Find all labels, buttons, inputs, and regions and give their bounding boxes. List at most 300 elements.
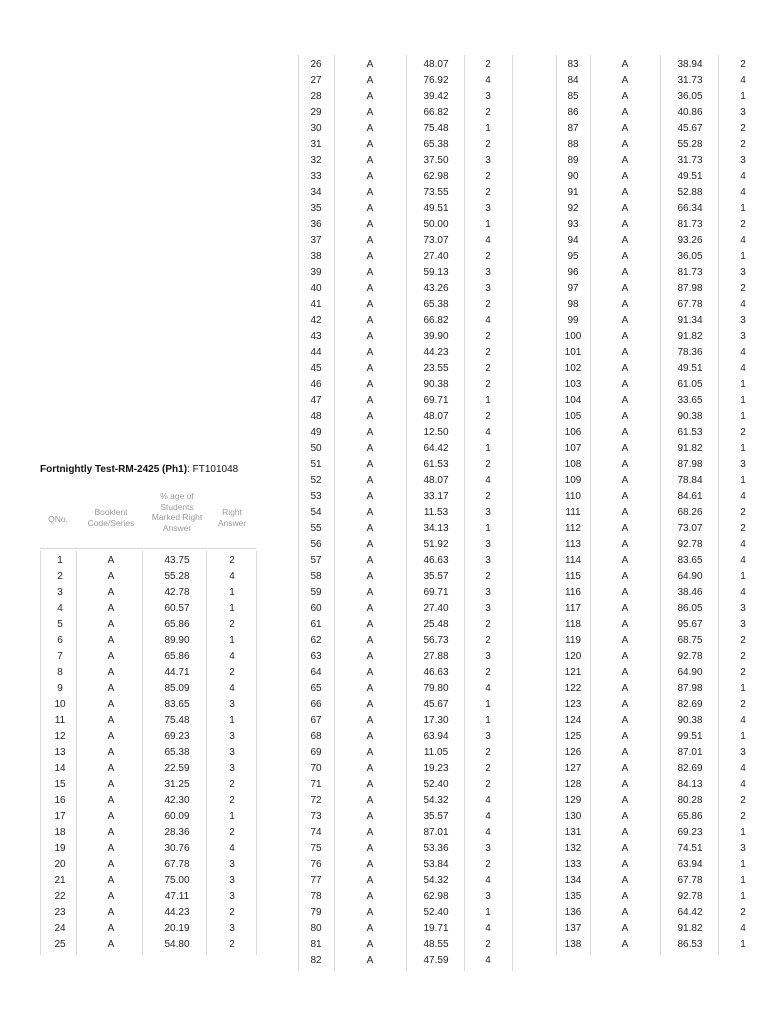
qno-cell: 123: [564, 699, 582, 710]
right-answer-cell: 3: [740, 603, 746, 614]
right-answer-cell: 4: [485, 875, 491, 886]
booklet-cell: A: [366, 411, 374, 422]
qno-cell: 14: [54, 763, 66, 774]
booklet-cell: A: [366, 955, 374, 966]
percent-cell: 43.26: [423, 283, 449, 294]
right-answer-cell: 4: [485, 235, 491, 246]
booklet-cell: A: [621, 267, 629, 278]
percent-cell: 73.07: [677, 523, 703, 534]
qno-cell: 124: [564, 715, 582, 726]
booklet-cell: A: [366, 347, 374, 358]
booklet-cell: A: [621, 779, 629, 790]
qno-cell: 115: [565, 571, 581, 582]
booklet-cell: A: [366, 363, 374, 374]
booklet-cell: A: [107, 587, 115, 598]
right-answer-cell: 4: [740, 779, 746, 790]
qno-cell: 83: [567, 59, 579, 70]
right-answer-cell: 4: [485, 795, 491, 806]
booklet-cell: A: [107, 779, 115, 790]
percent-cell: 51.92: [423, 539, 449, 550]
booklet-cell: A: [366, 491, 374, 502]
right-answer-cell: 2: [740, 123, 746, 134]
percent-cell: 53.36: [423, 843, 449, 854]
qno-cell: 113: [565, 539, 581, 550]
booklet-cell: A: [107, 827, 115, 838]
percent-cell: 68.26: [677, 507, 703, 518]
table-row: [0, 729, 768, 745]
percent-cell: 48.07: [423, 411, 449, 422]
right-answer-cell: 4: [229, 571, 235, 582]
booklet-cell: A: [621, 587, 629, 598]
percent-cell: 35.57: [423, 811, 449, 822]
qno-cell: 23: [54, 907, 66, 918]
percent-cell: 99.51: [677, 731, 703, 742]
booklet-cell: A: [621, 203, 629, 214]
booklet-cell: A: [621, 507, 629, 518]
qno-cell: 56: [310, 539, 322, 550]
booklet-cell: A: [366, 395, 374, 406]
right-answer-cell: 2: [485, 859, 491, 870]
test-name: Fortnightly Test-RM-2425 (Ph1): [40, 464, 188, 475]
right-answer-cell: 2: [485, 139, 491, 150]
percent-cell: 31.73: [677, 155, 703, 166]
qno-cell: 47: [310, 395, 322, 406]
qno-cell: 108: [564, 459, 582, 470]
booklet-cell: A: [621, 283, 629, 294]
table-row: [0, 745, 768, 761]
right-answer-cell: 2: [229, 667, 235, 678]
right-answer-cell: 4: [740, 299, 746, 310]
qno-cell: 119: [565, 635, 581, 646]
percent-cell: 82.69: [677, 763, 703, 774]
right-answer-cell: 3: [485, 203, 491, 214]
percent-cell: 78.36: [677, 347, 703, 358]
table-row: [0, 585, 768, 601]
percent-cell: 66.82: [423, 315, 449, 326]
header-booklet: Booklent Code/Series: [87, 507, 135, 528]
right-answer-cell: 2: [485, 571, 491, 582]
percent-cell: 38.94: [677, 59, 703, 70]
qno-cell: 131: [564, 827, 582, 838]
table-row: [0, 105, 768, 121]
booklet-cell: A: [107, 811, 115, 822]
booklet-cell: A: [621, 171, 629, 182]
qno-cell: 91: [567, 187, 579, 198]
percent-cell: 44.71: [164, 667, 190, 678]
percent-cell: 48.07: [423, 59, 449, 70]
header-qno: QNo.: [48, 514, 68, 524]
booklet-cell: A: [366, 779, 374, 790]
booklet-cell: A: [621, 667, 629, 678]
booklet-cell: A: [366, 539, 374, 550]
table-row: [0, 761, 768, 777]
percent-cell: 75.48: [164, 715, 190, 726]
right-answer-cell: 4: [740, 539, 746, 550]
percent-cell: 42.30: [164, 795, 190, 806]
booklet-cell: A: [107, 907, 115, 918]
right-answer-cell: 1: [229, 635, 235, 646]
right-answer-cell: 3: [485, 603, 491, 614]
table-row: [0, 73, 768, 89]
percent-cell: 69.71: [423, 587, 449, 598]
qno-cell: 104: [564, 395, 582, 406]
qno-cell: 71: [310, 779, 322, 790]
header-percent: % age of Students Marked Right Answer: [151, 491, 203, 533]
percent-cell: 11.05: [423, 747, 449, 758]
booklet-cell: A: [366, 635, 374, 646]
booklet-cell: A: [366, 907, 374, 918]
qno-cell: 7: [57, 651, 63, 662]
qno-cell: 120: [564, 651, 582, 662]
right-answer-cell: 4: [485, 683, 491, 694]
right-answer-cell: 4: [485, 315, 491, 326]
percent-cell: 61.53: [677, 427, 703, 438]
percent-cell: 12.50: [423, 427, 449, 438]
booklet-cell: A: [107, 667, 115, 678]
table-row: [0, 953, 768, 969]
booklet-cell: A: [366, 875, 374, 886]
qno-cell: 84: [567, 75, 579, 86]
right-answer-cell: 1: [485, 123, 491, 134]
right-answer-cell: 3: [485, 267, 491, 278]
qno-cell: 133: [564, 859, 582, 870]
booklet-cell: A: [107, 635, 115, 646]
percent-cell: 33.17: [423, 491, 449, 502]
booklet-cell: A: [366, 459, 374, 470]
right-answer-cell: 3: [229, 731, 235, 742]
right-answer-cell: 4: [740, 715, 746, 726]
qno-cell: 2: [57, 571, 63, 582]
booklet-cell: A: [366, 587, 374, 598]
percent-cell: 64.42: [423, 443, 449, 454]
booklet-cell: A: [366, 267, 374, 278]
table-row: [0, 249, 768, 265]
right-answer-cell: 2: [485, 299, 491, 310]
qno-cell: 18: [54, 827, 66, 838]
percent-cell: 92.78: [677, 651, 703, 662]
right-answer-cell: 1: [485, 219, 491, 230]
right-answer-cell: 3: [485, 507, 491, 518]
qno-cell: 122: [564, 683, 582, 694]
right-answer-cell: 4: [740, 363, 746, 374]
booklet-cell: A: [107, 763, 115, 774]
booklet-cell: A: [366, 811, 374, 822]
qno-cell: 25: [54, 939, 66, 950]
booklet-cell: A: [621, 379, 629, 390]
booklet-cell: A: [366, 555, 374, 566]
qno-cell: 128: [564, 779, 582, 790]
percent-cell: 87.98: [677, 283, 703, 294]
table-row: [0, 169, 768, 185]
booklet-cell: A: [621, 411, 629, 422]
percent-cell: 90.38: [677, 411, 703, 422]
percent-cell: 46.63: [423, 667, 449, 678]
right-answer-cell: 1: [485, 395, 491, 406]
qno-cell: 48: [310, 411, 322, 422]
booklet-cell: A: [107, 699, 115, 710]
percent-cell: 27.40: [423, 603, 449, 614]
booklet-cell: A: [621, 539, 629, 550]
right-answer-cell: 4: [740, 491, 746, 502]
percent-cell: 35.57: [423, 571, 449, 582]
booklet-cell: A: [621, 91, 629, 102]
booklet-cell: A: [621, 427, 629, 438]
qno-cell: 94: [567, 235, 579, 246]
right-answer-cell: 1: [740, 443, 746, 454]
percent-cell: 87.98: [677, 459, 703, 470]
percent-cell: 84.13: [677, 779, 703, 790]
qno-cell: 117: [565, 603, 581, 614]
qno-cell: 112: [565, 523, 581, 534]
qno-cell: 43: [310, 331, 322, 342]
right-answer-cell: 2: [485, 59, 491, 70]
qno-cell: 63: [310, 651, 322, 662]
percent-cell: 46.63: [423, 555, 449, 566]
booklet-cell: A: [107, 571, 115, 582]
percent-cell: 84.61: [677, 491, 703, 502]
percent-cell: 85.09: [164, 683, 190, 694]
booklet-cell: A: [366, 139, 374, 150]
right-answer-cell: 1: [740, 859, 746, 870]
percent-cell: 83.65: [164, 699, 190, 710]
right-answer-cell: 1: [229, 715, 235, 726]
table-row: [0, 217, 768, 233]
right-answer-cell: 3: [229, 699, 235, 710]
qno-cell: 52: [310, 475, 322, 486]
qno-cell: 8: [57, 667, 63, 678]
percent-cell: 60.57: [164, 603, 190, 614]
percent-cell: 69.23: [164, 731, 190, 742]
right-answer-cell: 4: [740, 587, 746, 598]
percent-cell: 87.01: [677, 747, 703, 758]
booklet-cell: A: [621, 299, 629, 310]
booklet-cell: A: [366, 59, 374, 70]
percent-cell: 54.32: [423, 795, 449, 806]
qno-cell: 100: [564, 331, 582, 342]
percent-cell: 67.78: [164, 859, 190, 870]
booklet-cell: A: [366, 731, 374, 742]
percent-cell: 19.23: [423, 763, 449, 774]
table-row: [0, 553, 768, 569]
right-answer-cell: 2: [485, 379, 491, 390]
qno-cell: 17: [54, 811, 66, 822]
booklet-cell: A: [366, 571, 374, 582]
table-row: [0, 617, 768, 633]
qno-cell: 87: [567, 123, 579, 134]
booklet-cell: A: [366, 187, 374, 198]
qno-cell: 29: [310, 107, 322, 118]
booklet-cell: A: [621, 235, 629, 246]
percent-cell: 65.86: [164, 651, 190, 662]
qno-cell: 101: [564, 347, 582, 358]
table-row: [0, 665, 768, 681]
right-answer-cell: 1: [740, 683, 746, 694]
table-row: [0, 441, 768, 457]
right-answer-cell: 2: [740, 219, 746, 230]
percent-cell: 54.32: [423, 875, 449, 886]
right-answer-cell: 2: [485, 635, 491, 646]
booklet-cell: A: [621, 75, 629, 86]
right-answer-cell: 1: [740, 251, 746, 262]
right-answer-cell: 4: [485, 427, 491, 438]
qno-cell: 135: [564, 891, 582, 902]
percent-cell: 61.53: [423, 459, 449, 470]
percent-cell: 61.05: [677, 379, 703, 390]
qno-cell: 32: [310, 155, 322, 166]
qno-cell: 70: [310, 763, 322, 774]
qno-cell: 21: [54, 875, 66, 886]
qno-cell: 96: [567, 267, 579, 278]
right-answer-cell: 1: [740, 203, 746, 214]
booklet-cell: A: [366, 763, 374, 774]
booklet-cell: A: [366, 379, 374, 390]
qno-cell: 89: [567, 155, 579, 166]
booklet-cell: A: [621, 443, 629, 454]
table-row: [0, 489, 768, 505]
qno-cell: 1: [57, 555, 63, 566]
qno-cell: 31: [310, 139, 322, 150]
percent-cell: 74.51: [677, 843, 703, 854]
booklet-cell: A: [621, 491, 629, 502]
booklet-cell: A: [366, 523, 374, 534]
right-answer-cell: 3: [229, 747, 235, 758]
qno-cell: 54: [310, 507, 322, 518]
qno-cell: 65: [310, 683, 322, 694]
percent-cell: 93.26: [677, 235, 703, 246]
booklet-cell: A: [621, 459, 629, 470]
right-answer-cell: 3: [485, 283, 491, 294]
qno-cell: 102: [564, 363, 582, 374]
right-answer-cell: 3: [485, 843, 491, 854]
table-row: [0, 329, 768, 345]
table-row: [0, 921, 768, 937]
qno-cell: 67: [310, 715, 322, 726]
qno-cell: 51: [310, 459, 322, 470]
booklet-cell: A: [621, 651, 629, 662]
percent-cell: 91.82: [677, 331, 703, 342]
right-answer-cell: 1: [485, 715, 491, 726]
qno-cell: 111: [565, 507, 581, 518]
percent-cell: 36.05: [677, 251, 703, 262]
right-answer-cell: 2: [740, 283, 746, 294]
right-answer-cell: 1: [740, 395, 746, 406]
percent-cell: 31.25: [164, 779, 190, 790]
booklet-cell: A: [366, 859, 374, 870]
booklet-cell: A: [366, 219, 374, 230]
percent-cell: 91.82: [677, 443, 703, 454]
qno-cell: 80: [310, 923, 322, 934]
percent-cell: 43.75: [164, 555, 190, 566]
right-answer-cell: 2: [229, 779, 235, 790]
percent-cell: 75.00: [164, 875, 190, 886]
booklet-cell: A: [621, 875, 629, 886]
qno-cell: 62: [310, 635, 322, 646]
table-row: [0, 153, 768, 169]
percent-cell: 45.67: [423, 699, 449, 710]
right-answer-cell: 4: [485, 811, 491, 822]
table-row: [0, 505, 768, 521]
booklet-cell: A: [107, 603, 115, 614]
booklet-cell: A: [366, 603, 374, 614]
booklet-cell: A: [107, 939, 115, 950]
right-answer-cell: 2: [485, 331, 491, 342]
right-answer-cell: 4: [740, 347, 746, 358]
qno-cell: 85: [567, 91, 579, 102]
percent-cell: 73.07: [423, 235, 449, 246]
percent-cell: 52.88: [677, 187, 703, 198]
right-answer-cell: 2: [485, 251, 491, 262]
right-answer-cell: 1: [740, 827, 746, 838]
booklet-cell: A: [366, 235, 374, 246]
table-row: [0, 185, 768, 201]
right-answer-cell: 3: [485, 587, 491, 598]
booklet-cell: A: [366, 507, 374, 518]
booklet-cell: A: [366, 923, 374, 934]
right-answer-cell: 2: [485, 363, 491, 374]
right-answer-cell: 1: [229, 587, 235, 598]
qno-cell: 66: [310, 699, 322, 710]
right-answer-cell: 3: [485, 555, 491, 566]
percent-cell: 76.92: [423, 75, 449, 86]
percent-cell: 52.40: [423, 779, 449, 790]
booklet-cell: A: [366, 107, 374, 118]
qno-cell: 19: [54, 843, 66, 854]
table-row: [0, 393, 768, 409]
qno-cell: 79: [310, 907, 322, 918]
table-row: [0, 313, 768, 329]
booklet-cell: A: [621, 155, 629, 166]
qno-cell: 9: [57, 683, 63, 694]
table-row: [0, 409, 768, 425]
right-answer-cell: 2: [485, 459, 491, 470]
percent-cell: 49.51: [677, 171, 703, 182]
percent-cell: 90.38: [677, 715, 703, 726]
booklet-cell: A: [366, 619, 374, 630]
qno-cell: 11: [54, 715, 66, 726]
percent-cell: 64.42: [677, 907, 703, 918]
table-row: [0, 841, 768, 857]
percent-cell: 52.40: [423, 907, 449, 918]
percent-cell: 91.34: [677, 315, 703, 326]
percent-cell: 68.75: [677, 635, 703, 646]
right-answer-cell: 3: [485, 91, 491, 102]
percent-cell: 64.90: [677, 571, 703, 582]
qno-cell: 81: [310, 939, 322, 950]
qno-cell: 74: [310, 827, 322, 838]
qno-cell: 69: [310, 747, 322, 758]
table-row: [0, 377, 768, 393]
table-row: [0, 937, 768, 953]
qno-cell: 68: [310, 731, 322, 742]
percent-cell: 11.53: [423, 507, 449, 518]
table-row: [0, 457, 768, 473]
right-answer-cell: 3: [485, 891, 491, 902]
right-answer-cell: 3: [740, 267, 746, 278]
qno-cell: 77: [310, 875, 322, 886]
percent-cell: 69.71: [423, 395, 449, 406]
booklet-cell: A: [107, 795, 115, 806]
booklet-cell: A: [107, 651, 115, 662]
booklet-cell: A: [366, 171, 374, 182]
percent-cell: 92.78: [677, 539, 703, 550]
table-row: [0, 793, 768, 809]
qno-cell: 95: [567, 251, 579, 262]
right-answer-cell: 4: [229, 843, 235, 854]
booklet-cell: A: [107, 747, 115, 758]
booklet-cell: A: [366, 91, 374, 102]
booklet-cell: A: [366, 475, 374, 486]
qno-cell: 24: [54, 923, 66, 934]
